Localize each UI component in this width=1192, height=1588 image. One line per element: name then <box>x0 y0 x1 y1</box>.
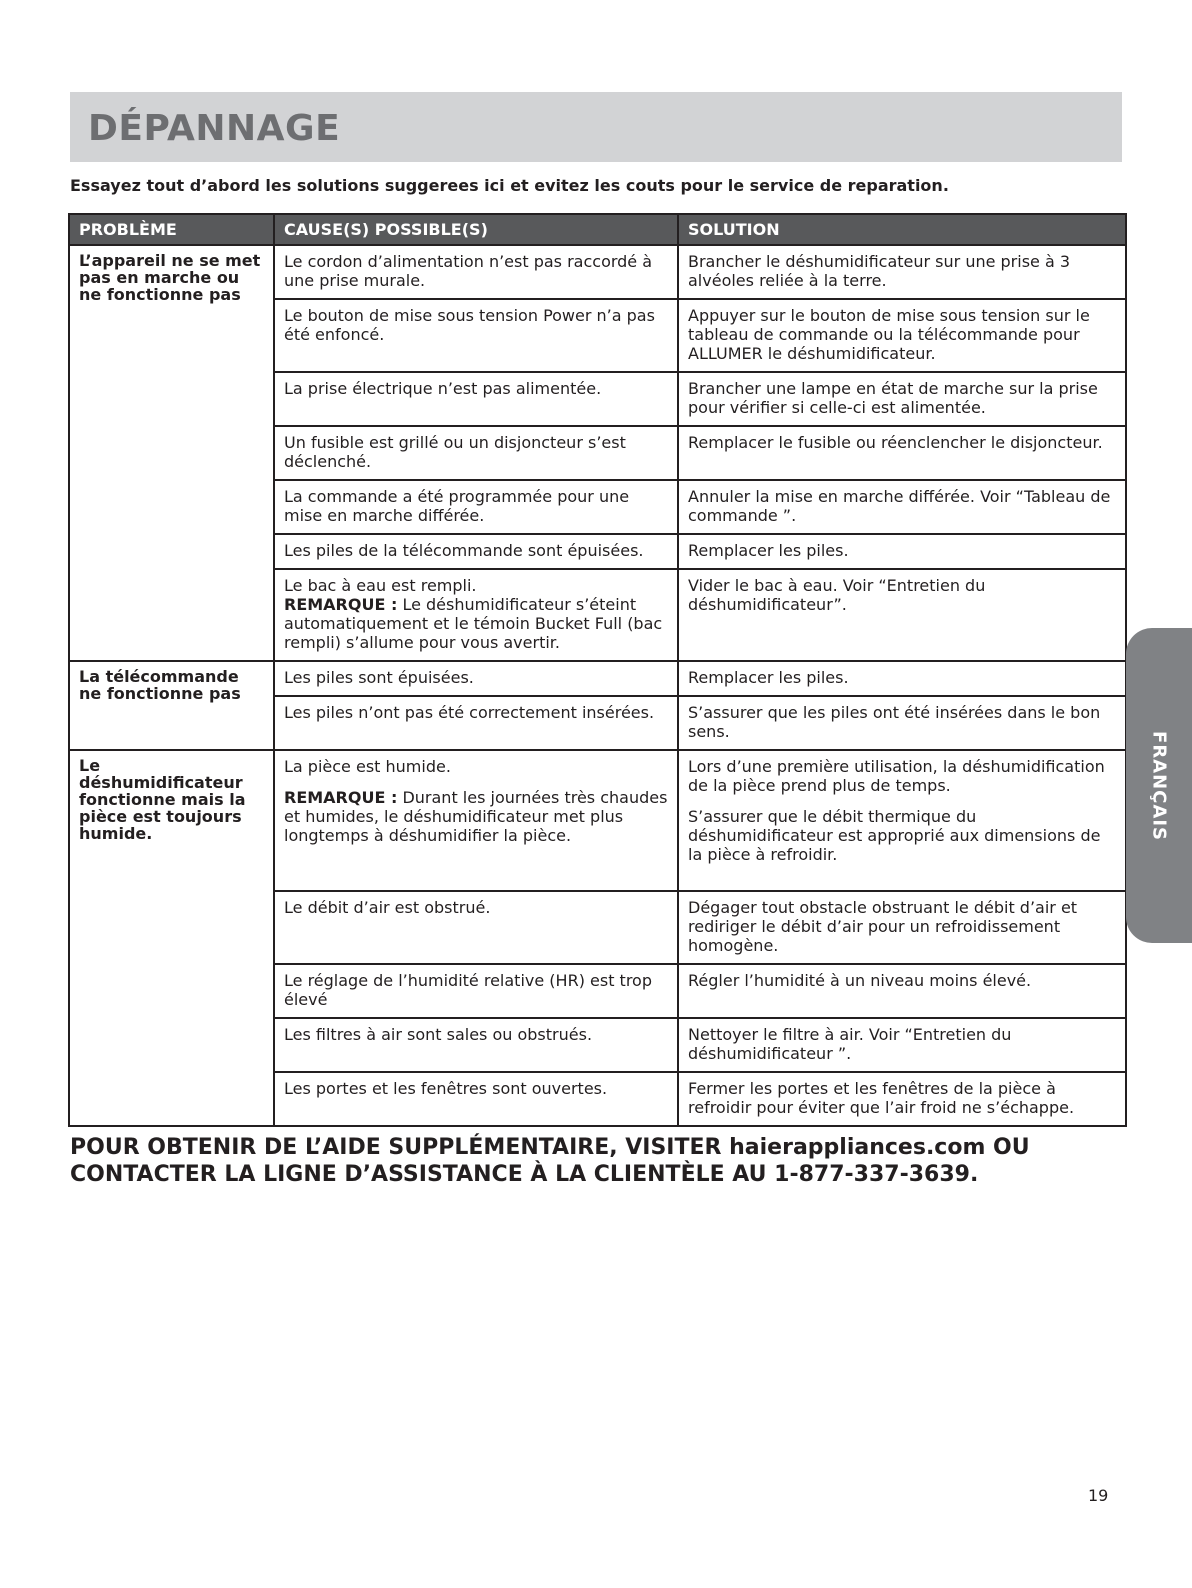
cause-cell: Le cordon d’alimentation n’est pas raccordé à une prise murale. <box>274 245 678 299</box>
problem-cell <box>69 750 274 1126</box>
table-row <box>69 245 1126 299</box>
language-side-tab <box>1126 628 1192 943</box>
table-row <box>69 661 1126 696</box>
note-label: REMARQUE : <box>284 595 398 614</box>
solution-cell: Annuler la mise en marche différée. Voir “Tableau de commande ”. <box>678 480 1126 534</box>
page-number: 19 <box>1088 1486 1109 1505</box>
cause-cell: Les portes et les fenêtres sont ouvertes. <box>274 1072 678 1126</box>
solution-cell: Régler l’humidité à un niveau moins élevé. <box>678 964 1126 1018</box>
cause-cell: La prise électrique n’est pas alimentée. <box>274 372 678 426</box>
solution-cell: Remplacer les piles. <box>678 534 1126 569</box>
problem-cell <box>69 661 274 750</box>
cause-text: Le bac à eau est rempli. <box>284 576 477 595</box>
page-title: DÉPANNAGE <box>88 108 341 149</box>
solution-cell: Brancher une lampe en état de marche sur la prise pour vérifier si celle-ci est alimentée. <box>678 372 1126 426</box>
solution-cell: Remplacer les piles. <box>678 661 1126 696</box>
troubleshooting-table <box>68 213 1127 1127</box>
help-contact-text: POUR OBTENIR DE L’AIDE SUPPLÉMENTAIRE, VISITER haierappliances.com OU CONTACTER LA LIGNE D’ASSISTANCE À LA CLIENTÈLE AU 1-877-337-3639. <box>70 1135 1030 1187</box>
cause-cell: Un fusible est grillé ou un disjoncteur s’est déclenché. <box>274 426 678 480</box>
section-title-bar <box>70 92 1122 162</box>
cause-cell <box>274 750 678 891</box>
problem-label: La télécommande ne fonctionne pas <box>79 667 241 703</box>
problem-label: L’appareil ne se met pas en marche ou ne fonctionne pas <box>79 251 261 304</box>
cause-cell: Les piles n’ont pas été correctement insérées. <box>274 696 678 750</box>
cause-cell: Le réglage de l’humidité relative (HR) est trop élevé <box>274 964 678 1018</box>
cause-note <box>284 788 668 845</box>
solution-text: Lors d’une première utilisation, la déshumidification de la pièce prend plus de temps. <box>688 757 1105 795</box>
solution-cell: Nettoyer le filtre à air. Voir “Entretien du déshumidificateur ”. <box>678 1018 1126 1072</box>
language-tab-label: FRANÇAIS <box>1148 730 1170 841</box>
solution-cell: Appuyer sur le bouton de mise sous tension sur le tableau de commande ou la télécommande pour ALLUMER le déshumidificateur. <box>678 299 1126 372</box>
cause-cell: Le bouton de mise sous tension Power n’a pas été enfoncé. <box>274 299 678 372</box>
cause-cell: Les piles de la télécommande sont épuisées. <box>274 534 678 569</box>
solution-cell: Vider le bac à eau. Voir “Entretien du déshumidificateur”. <box>678 569 1126 661</box>
solution-cell: Fermer les portes et les fenêtres de la pièce à refroidir pour éviter que l’air froid ne s’échappe. <box>678 1072 1126 1126</box>
cause-cell: Les piles sont épuisées. <box>274 661 678 696</box>
note-label: REMARQUE : <box>284 788 398 807</box>
cause-note <box>284 595 668 652</box>
cause-cell: La commande a été programmée pour une mise en marche différée. <box>274 480 678 534</box>
problem-cell <box>69 245 274 661</box>
column-header-problem: PROBLÈME <box>69 214 274 245</box>
intro-text: Essayez tout d’abord les solutions suggerees ici et evitez les couts pour le service de reparation. <box>70 176 949 195</box>
column-header-cause: CAUSE(S) POSSIBLE(S) <box>274 214 678 245</box>
solution-cell: S’assurer que les piles ont été insérées dans le bon sens. <box>678 696 1126 750</box>
problem-label: Le déshumidificateur fonctionne mais la pièce est toujours humide. <box>79 756 246 843</box>
column-header-solution: SOLUTION <box>678 214 1126 245</box>
solution-cell <box>678 750 1126 891</box>
cause-text: La pièce est humide. <box>284 757 451 776</box>
note-text: Durant les journées très chaudes et humides, le déshumidificateur met plus longtemps à déshumidifier la pièce. <box>284 788 668 845</box>
table-header-row <box>69 214 1126 245</box>
table-row <box>69 750 1126 891</box>
cause-cell: Les filtres à air sont sales ou obstrués. <box>274 1018 678 1072</box>
solution-cell: Dégager tout obstacle obstruant le débit d’air et rediriger le débit d’air pour un refroidissement homogène. <box>678 891 1126 964</box>
solution-cell: Brancher le déshumidificateur sur une prise à 3 alvéoles reliée à la terre. <box>678 245 1126 299</box>
solution-cell: Remplacer le fusible ou réenclencher le disjoncteur. <box>678 426 1126 480</box>
note-text: Le déshumidificateur s’éteint automatiquement et le témoin Bucket Full (bac rempli) s’allume pour vous avertir. <box>284 595 663 652</box>
cause-cell: Le débit d’air est obstrué. <box>274 891 678 964</box>
solution-text: S’assurer que le débit thermique du déshumidificateur est approprié aux dimensions de la pièce à refroidir. <box>688 807 1101 864</box>
cause-cell <box>274 569 678 661</box>
